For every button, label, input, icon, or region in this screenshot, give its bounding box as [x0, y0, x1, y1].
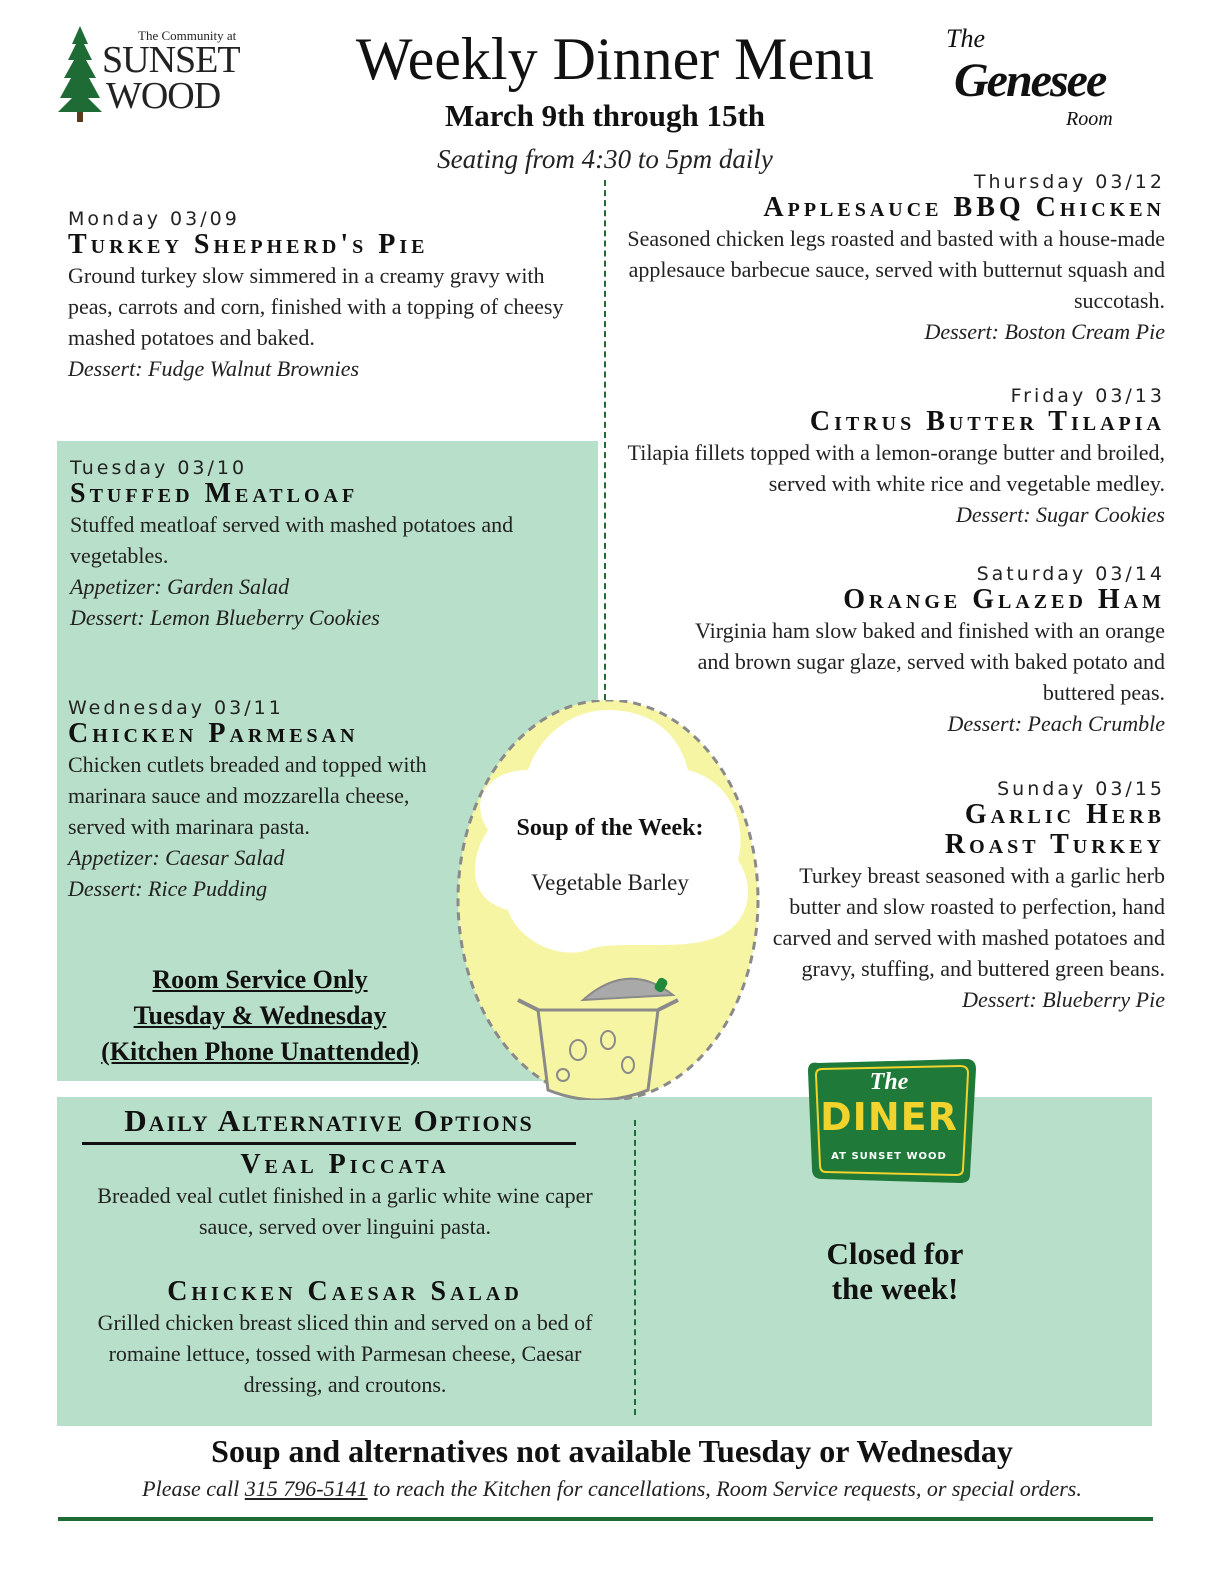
appetizer: Appetizer: Caesar Salad	[68, 845, 285, 870]
genesee-name: Genesee	[954, 54, 1106, 107]
contact-line	[40, 1474, 1184, 1504]
alternative-name: Veal Piccata	[240, 1149, 450, 1180]
closed-line2: the week!	[831, 1271, 959, 1306]
closed-line1: Closed for	[826, 1236, 964, 1271]
dessert: Dessert: Boston Cream Pie	[924, 319, 1165, 344]
dish-description: Ground turkey slow simmered in a creamy gravy with peas, carrots and corn, finished with a topping of cheesy mashed potatoes and baked.	[68, 263, 564, 350]
diner-closed-notice	[780, 1236, 1010, 1306]
alternatives-divider	[634, 1120, 636, 1415]
room-service-line1: Room Service Only	[152, 965, 368, 994]
alternative-name: Chicken Caesar Salad	[167, 1276, 523, 1307]
alternative-description: Breaded veal cutlet finished in a garlic white wine caper sauce, served over linguini pasta.	[97, 1183, 593, 1239]
dessert: Dessert: Lemon Blueberry Cookies	[70, 605, 380, 630]
diner-sub: AT SUNSET WOOD	[831, 1151, 947, 1162]
menu-sunday	[770, 778, 1165, 1015]
alternative-item	[70, 1150, 620, 1242]
dish-description: Seasoned chicken legs roasted and basted with a house-made applesauce barbecue sauce, served with butternut squash and succotash.	[627, 226, 1165, 313]
alternative-description: Grilled chicken breast sliced thin and served on a bed of romaine lettuce, tossed with Parmesan cheese, Caesar dressing, and croutons.	[97, 1310, 593, 1397]
dish-name: Orange Glazed Ham	[843, 584, 1165, 615]
dessert: Dessert: Blueberry Pie	[962, 987, 1165, 1012]
dish-description: Tilapia fillets topped with a lemon-orange butter and broiled, served with white rice and vegetable medley.	[627, 440, 1165, 496]
kitchen-phone-link[interactable]: 315 796-5141	[244, 1476, 368, 1501]
center-divider	[604, 180, 606, 700]
day-label: Saturday 03/14	[976, 563, 1165, 585]
day-label: Sunday 03/15	[997, 778, 1165, 800]
pine-tree-icon	[58, 26, 102, 124]
dish-name: Stuffed Meatloaf	[70, 478, 359, 509]
dish-description: Stuffed meatloaf served with mashed potatoes and vegetables.	[70, 512, 514, 568]
soup-illustration	[448, 700, 768, 1100]
alternative-item	[70, 1277, 620, 1400]
call-suffix: to reach the Kitchen for cancellations, Room Service requests, or special orders.	[373, 1476, 1082, 1501]
dessert: Dessert: Fudge Walnut Brownies	[68, 356, 360, 381]
menu-monday	[68, 208, 588, 384]
alternatives-heading: Daily Alternative Options	[82, 1102, 576, 1145]
room-service-notice	[60, 962, 460, 1070]
room-service-line2: Tuesday & Wednesday	[133, 1001, 387, 1030]
dish-name-line1: Garlic Herb	[964, 799, 1165, 830]
dish-name: Turkey Shepherd's Pie	[68, 229, 429, 260]
genesee-room-logo	[940, 24, 1140, 134]
menu-wednesday	[68, 697, 448, 904]
dessert: Dessert: Sugar Cookies	[956, 502, 1165, 527]
menu-tuesday	[70, 457, 570, 633]
dish-description: Turkey breast seasoned with a garlic herb butter and slow roasted to perfection, hand carved and served with mashed potatoes and gravy, stuffing, and buttered green beans.	[772, 863, 1165, 981]
footer-rule	[58, 1517, 1153, 1521]
sunset-wood-logo	[58, 26, 268, 126]
dish-name: Citrus Butter Tilapia	[809, 406, 1165, 437]
page-title: Weekly Dinner Menu	[355, 26, 875, 92]
soup-label: Soup of the Week:	[516, 815, 704, 841]
menu-friday	[620, 385, 1165, 530]
room-service-line3: (Kitchen Phone Unattended)	[101, 1037, 419, 1066]
seating-times: Seating from 4:30 to 5pm daily	[437, 144, 773, 174]
diner-the: The	[869, 1069, 909, 1095]
day-label: Wednesday 03/11	[68, 697, 284, 719]
dessert: Dessert: Peach Crumble	[947, 711, 1165, 736]
logo-tagline: The Community at	[138, 28, 237, 43]
dessert: Dessert: Rice Pudding	[68, 876, 268, 901]
dish-description: Virginia ham slow baked and finished with an orange and brown sugar glaze, served with baked potato and buttered peas.	[695, 618, 1165, 705]
dish-name: Applesauce BBQ Chicken	[763, 192, 1165, 223]
menu-saturday	[680, 563, 1165, 739]
logo-sunset: SUNSET	[102, 39, 240, 81]
availability-notice: Soup and alternatives not available Tuesday or Wednesday	[211, 1433, 1013, 1469]
dish-name-line2: Roast Turkey	[944, 829, 1165, 860]
diner-name: DINER	[820, 1095, 958, 1139]
soup-name: Vegetable Barley	[531, 870, 689, 895]
genesee-room: Room	[1066, 108, 1113, 130]
logo-wood: WOOD	[106, 75, 221, 117]
menu-dates: March 9th through 15th	[444, 98, 766, 133]
day-label: Friday 03/13	[1010, 385, 1165, 407]
appetizer: Appetizer: Garden Salad	[70, 574, 290, 599]
day-label: Thursday 03/12	[973, 171, 1165, 193]
menu-thursday	[620, 171, 1165, 347]
dish-description: Chicken cutlets breaded and topped with marinara sauce and mozzarella cheese, served with marinara pasta.	[68, 752, 427, 839]
dish-name: Chicken Parmesan	[68, 718, 359, 749]
call-prefix: Please call	[142, 1476, 240, 1501]
genesee-the: The	[946, 24, 985, 53]
day-label: Monday 03/09	[68, 208, 240, 230]
diner-logo	[800, 1057, 978, 1185]
day-label: Tuesday 03/10	[70, 457, 248, 479]
